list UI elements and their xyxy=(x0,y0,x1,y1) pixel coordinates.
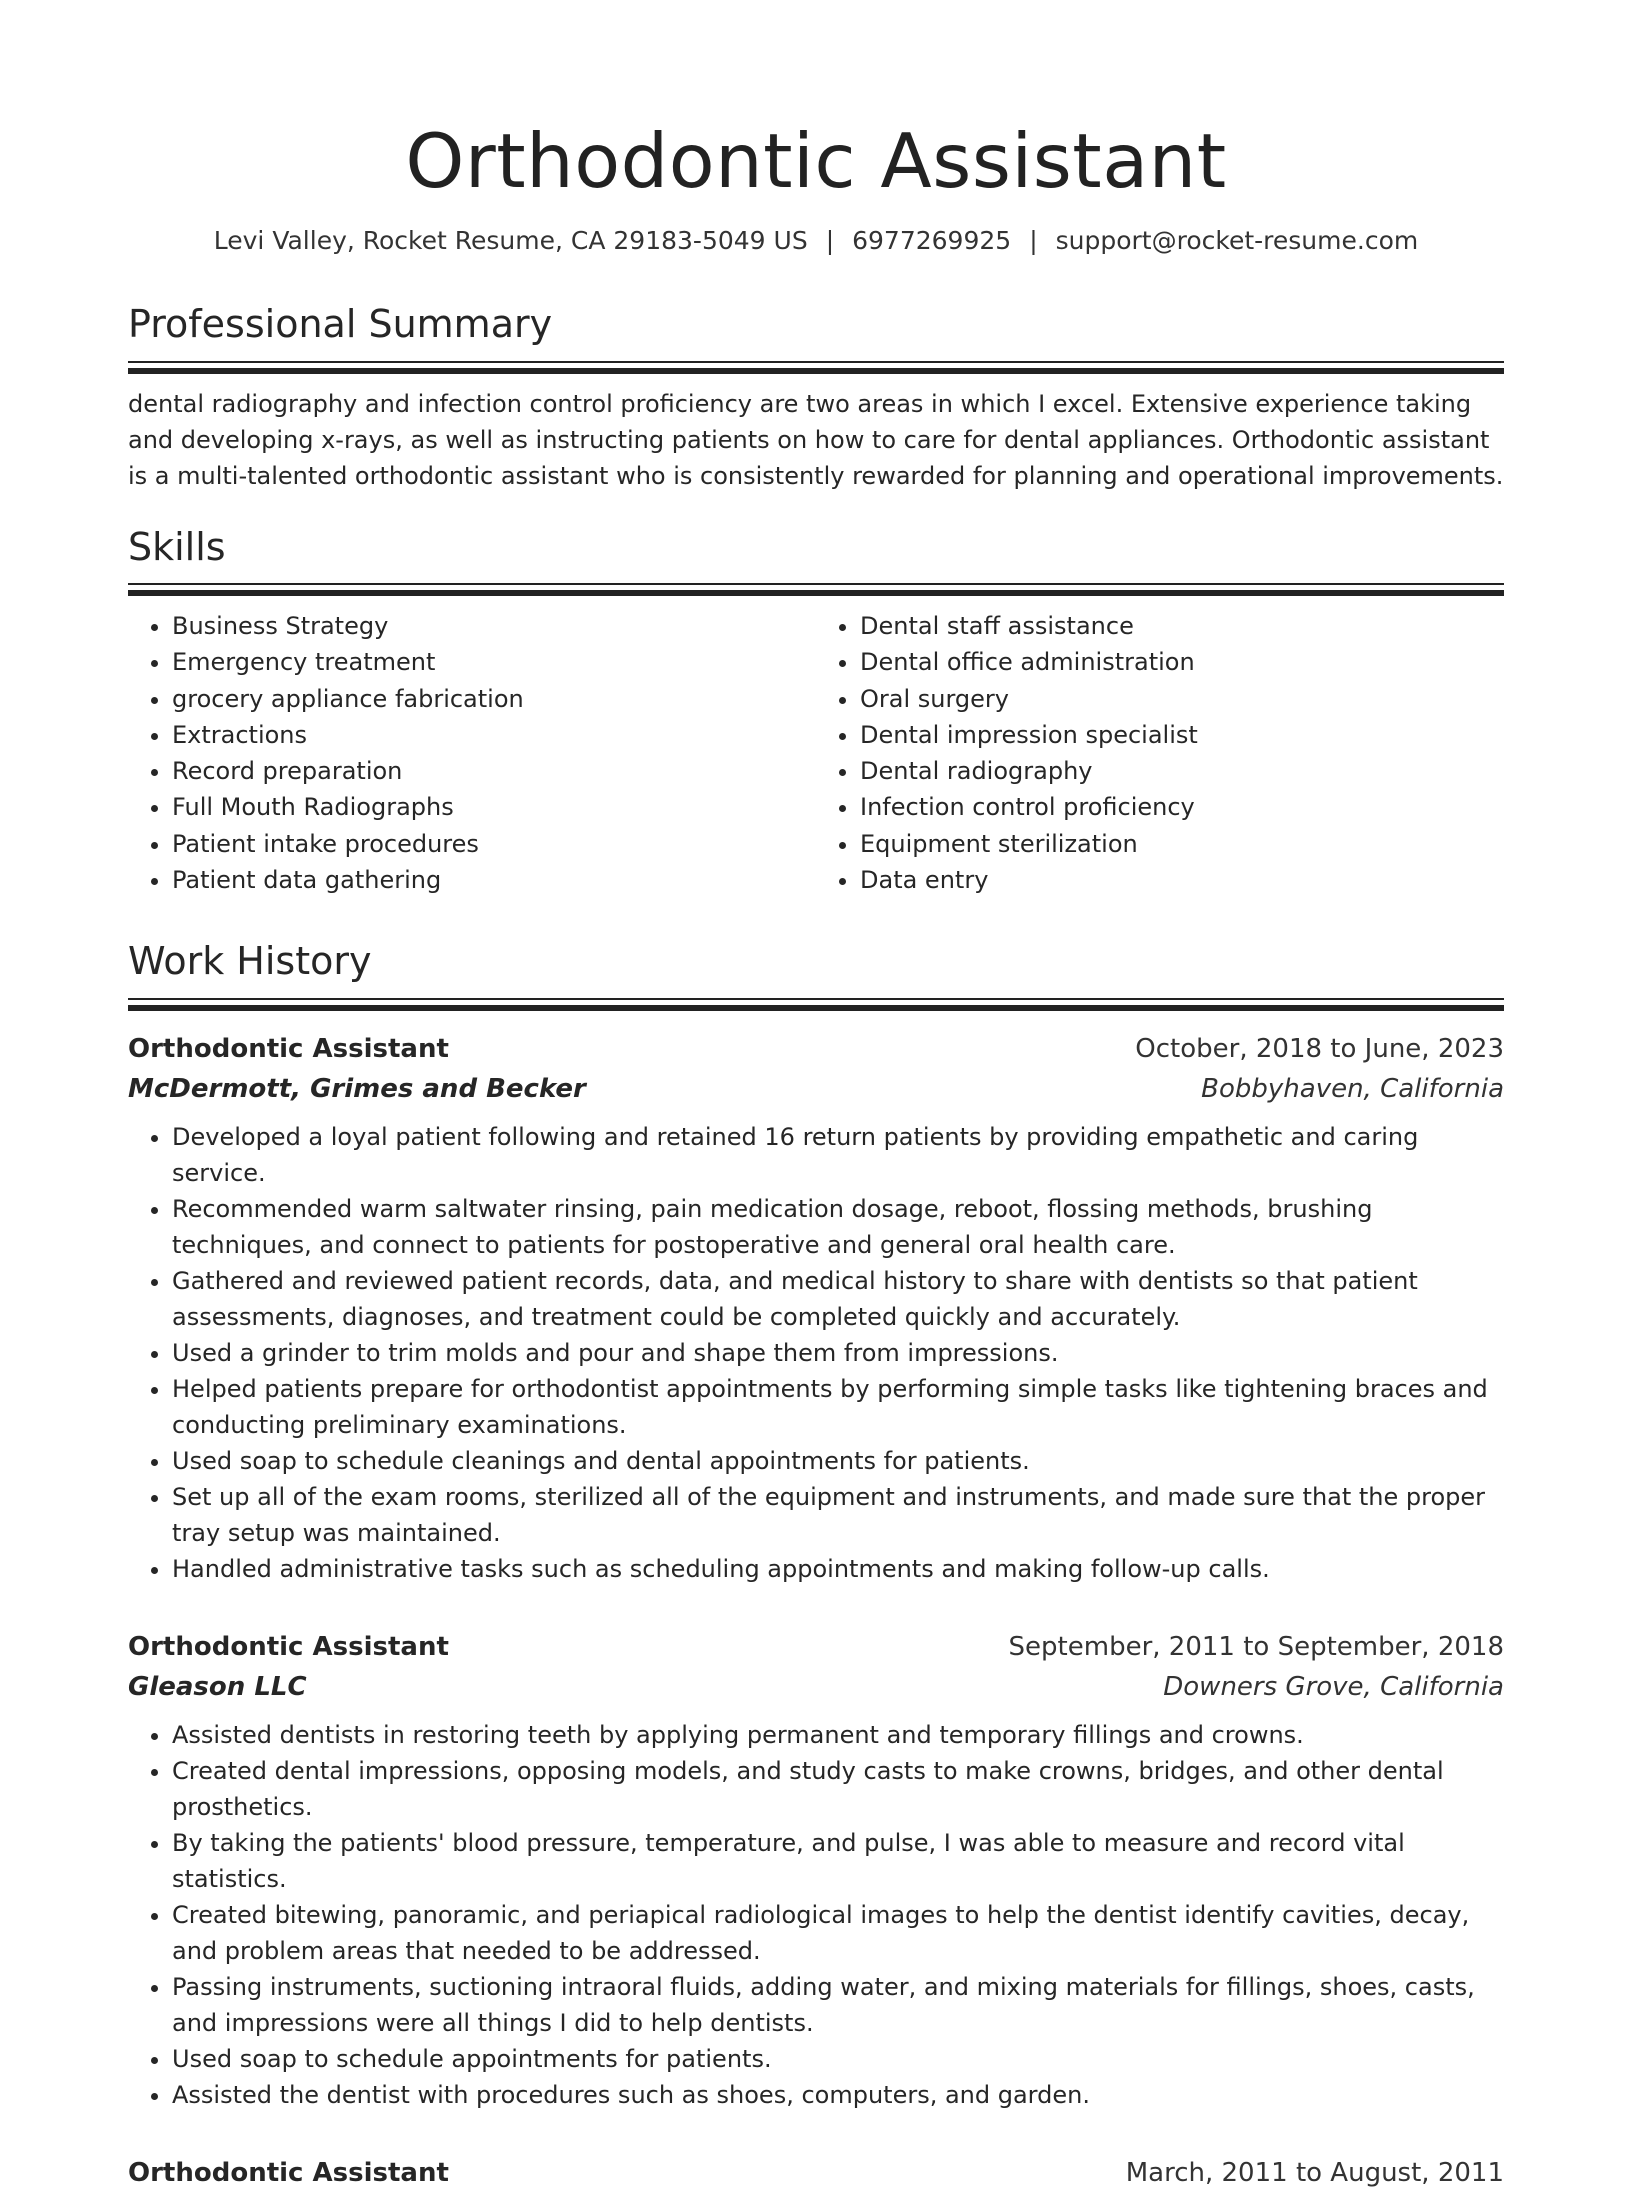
skills-list-right xyxy=(816,608,1504,898)
skill-item: • Business Strategy xyxy=(172,608,816,644)
skills-section xyxy=(128,524,1504,899)
professional-summary-section xyxy=(128,301,1504,494)
skill-item: • Equipment sterilization xyxy=(860,826,1504,862)
job-bullet: • Recommended warm saltwater rinsing, pain medication dosage, reboot, flossing methods, brushing techniques, and connect to patients for postoperative and general oral health care. xyxy=(172,1191,1504,1263)
job-header-row xyxy=(128,2153,1504,2193)
resume-page xyxy=(128,0,1504,2188)
job-location: Downers Grove, California xyxy=(1163,1671,1504,1702)
job-dates: October, 2018 to June, 2023 xyxy=(1135,1033,1504,1064)
job-bullet: • Gathered and reviewed patient records, data, and medical history to share with dentists so that patient assessments, diagnoses, and treatment could be completed quickly and accurately. xyxy=(172,1263,1504,1335)
job-entry xyxy=(128,1627,1504,2113)
skill-item: • Patient data gathering xyxy=(172,862,816,898)
skills-columns xyxy=(128,608,1504,898)
summary-text: dental radiography and infection control proficiency are two areas in which I excel. Extensive experience taking and developing x-rays, as well as instructing patients on how to care for dental appliances. Orthodontic assistant is a multi-talented orthodontic assistant who is consistently rewarded for planning and operational improvements. xyxy=(128,389,1504,490)
skill-item: • Infection control proficiency xyxy=(860,789,1504,825)
skills-list-left xyxy=(128,608,816,898)
skill-item: • Record preparation xyxy=(172,753,816,789)
job-dates: March, 2011 to August, 2011 xyxy=(1125,2157,1504,2188)
contact-email[interactable]: support@rocket-resume.com xyxy=(1055,225,1419,255)
section-divider xyxy=(128,998,1504,1011)
job-bullet: • Used soap to schedule appointments for patients. xyxy=(172,2041,1504,2077)
contact-line xyxy=(128,225,1504,258)
job-bullets xyxy=(128,1717,1504,2113)
job-entry xyxy=(128,1029,1504,1587)
skill-item: • Patient intake procedures xyxy=(172,826,816,862)
job-bullet: • Assisted dentists in restoring teeth by applying permanent and temporary fillings and crowns. xyxy=(172,1717,1504,1753)
job-bullet: • Handled administrative tasks such as scheduling appointments and making follow-up calls. xyxy=(172,1551,1504,1587)
job-bullet: • Used soap to schedule cleanings and dental appointments for patients. xyxy=(172,1443,1504,1479)
skill-item: • Dental impression specialist xyxy=(860,717,1504,753)
section-divider xyxy=(128,583,1504,596)
contact-separator: | xyxy=(825,225,835,255)
job-company-row xyxy=(128,1667,1504,1707)
skill-item: • grocery appliance fabrication xyxy=(172,681,816,717)
job-title: Orthodontic Assistant xyxy=(128,1631,449,1662)
job-bullet: • Assisted the dentist with procedures such as shoes, computers, and garden. xyxy=(172,2077,1504,2113)
work-history-section xyxy=(128,938,1504,2193)
job-header-row xyxy=(128,1029,1504,1069)
section-heading-summary: Professional Summary xyxy=(128,302,553,346)
job-bullets xyxy=(128,1119,1504,1587)
skill-item: • Emergency treatment xyxy=(172,644,816,680)
job-title: Orthodontic Assistant xyxy=(128,2157,449,2188)
contact-separator: | xyxy=(1029,225,1038,255)
skill-item: • Oral surgery xyxy=(860,681,1504,717)
section-divider xyxy=(128,361,1504,374)
section-heading-work-history: Work History xyxy=(128,939,372,984)
job-header-row xyxy=(128,1627,1504,1667)
job-bullet: • Developed a loyal patient following and retained 16 return patients by providing empathetic and caring service. xyxy=(172,1119,1504,1191)
job-location: Bobbyhaven, California xyxy=(1201,1073,1504,1104)
job-bullet: • Set up all of the exam rooms, sterilized all of the equipment and instruments, and made sure that the proper tray setup was maintained. xyxy=(172,1479,1504,1551)
job-company: Gleason LLC xyxy=(128,1671,307,1702)
section-heading-skills: Skills xyxy=(128,524,226,569)
job-company: McDermott, Grimes and Becker xyxy=(128,1073,586,1104)
job-bullet: • Created dental impressions, opposing models, and study casts to make crowns, bridges, and other dental prosthetics. xyxy=(172,1753,1504,1825)
skill-item: • Data entry xyxy=(860,862,1504,898)
job-bullet: • Passing instruments, suctioning intraoral fluids, adding water, and mixing materials for fillings, shoes, casts, and impressions were all things I did to help dentists. xyxy=(172,1969,1504,2041)
skill-item: • Dental staff assistance xyxy=(860,608,1504,644)
contact-phone: 6977269925 xyxy=(852,225,1012,255)
skill-item: • Dental office administration xyxy=(860,644,1504,680)
job-bullet: • Helped patients prepare for orthodontist appointments by performing simple tasks like tightening braces and conducting preliminary examinations. xyxy=(172,1371,1504,1443)
job-title: Orthodontic Assistant xyxy=(128,1033,449,1064)
job-bullet: • By taking the patients' blood pressure, temperature, and pulse, I was able to measure and record vital statistics. xyxy=(172,1825,1504,1897)
job-dates: September, 2011 to September, 2018 xyxy=(1008,1631,1504,1662)
jobs-list xyxy=(128,1029,1504,2193)
resume-title: Orthodontic Assistant xyxy=(405,117,1227,205)
skill-item: • Extractions xyxy=(172,717,816,753)
skill-item: • Full Mouth Radiographs xyxy=(172,789,816,825)
job-bullet: • Created bitewing, panoramic, and periapical radiological images to help the dentist identify cavities, decay, and problem areas that needed to be addressed. xyxy=(172,1897,1504,1969)
contact-address: Levi Valley, Rocket Resume, CA 29183-5049 US xyxy=(213,225,808,255)
skill-item: • Dental radiography xyxy=(860,753,1504,789)
job-company-row xyxy=(128,1069,1504,1109)
job-bullet: • Used a grinder to trim molds and pour and shape them from impressions. xyxy=(172,1335,1504,1371)
job-entry xyxy=(128,2153,1504,2193)
